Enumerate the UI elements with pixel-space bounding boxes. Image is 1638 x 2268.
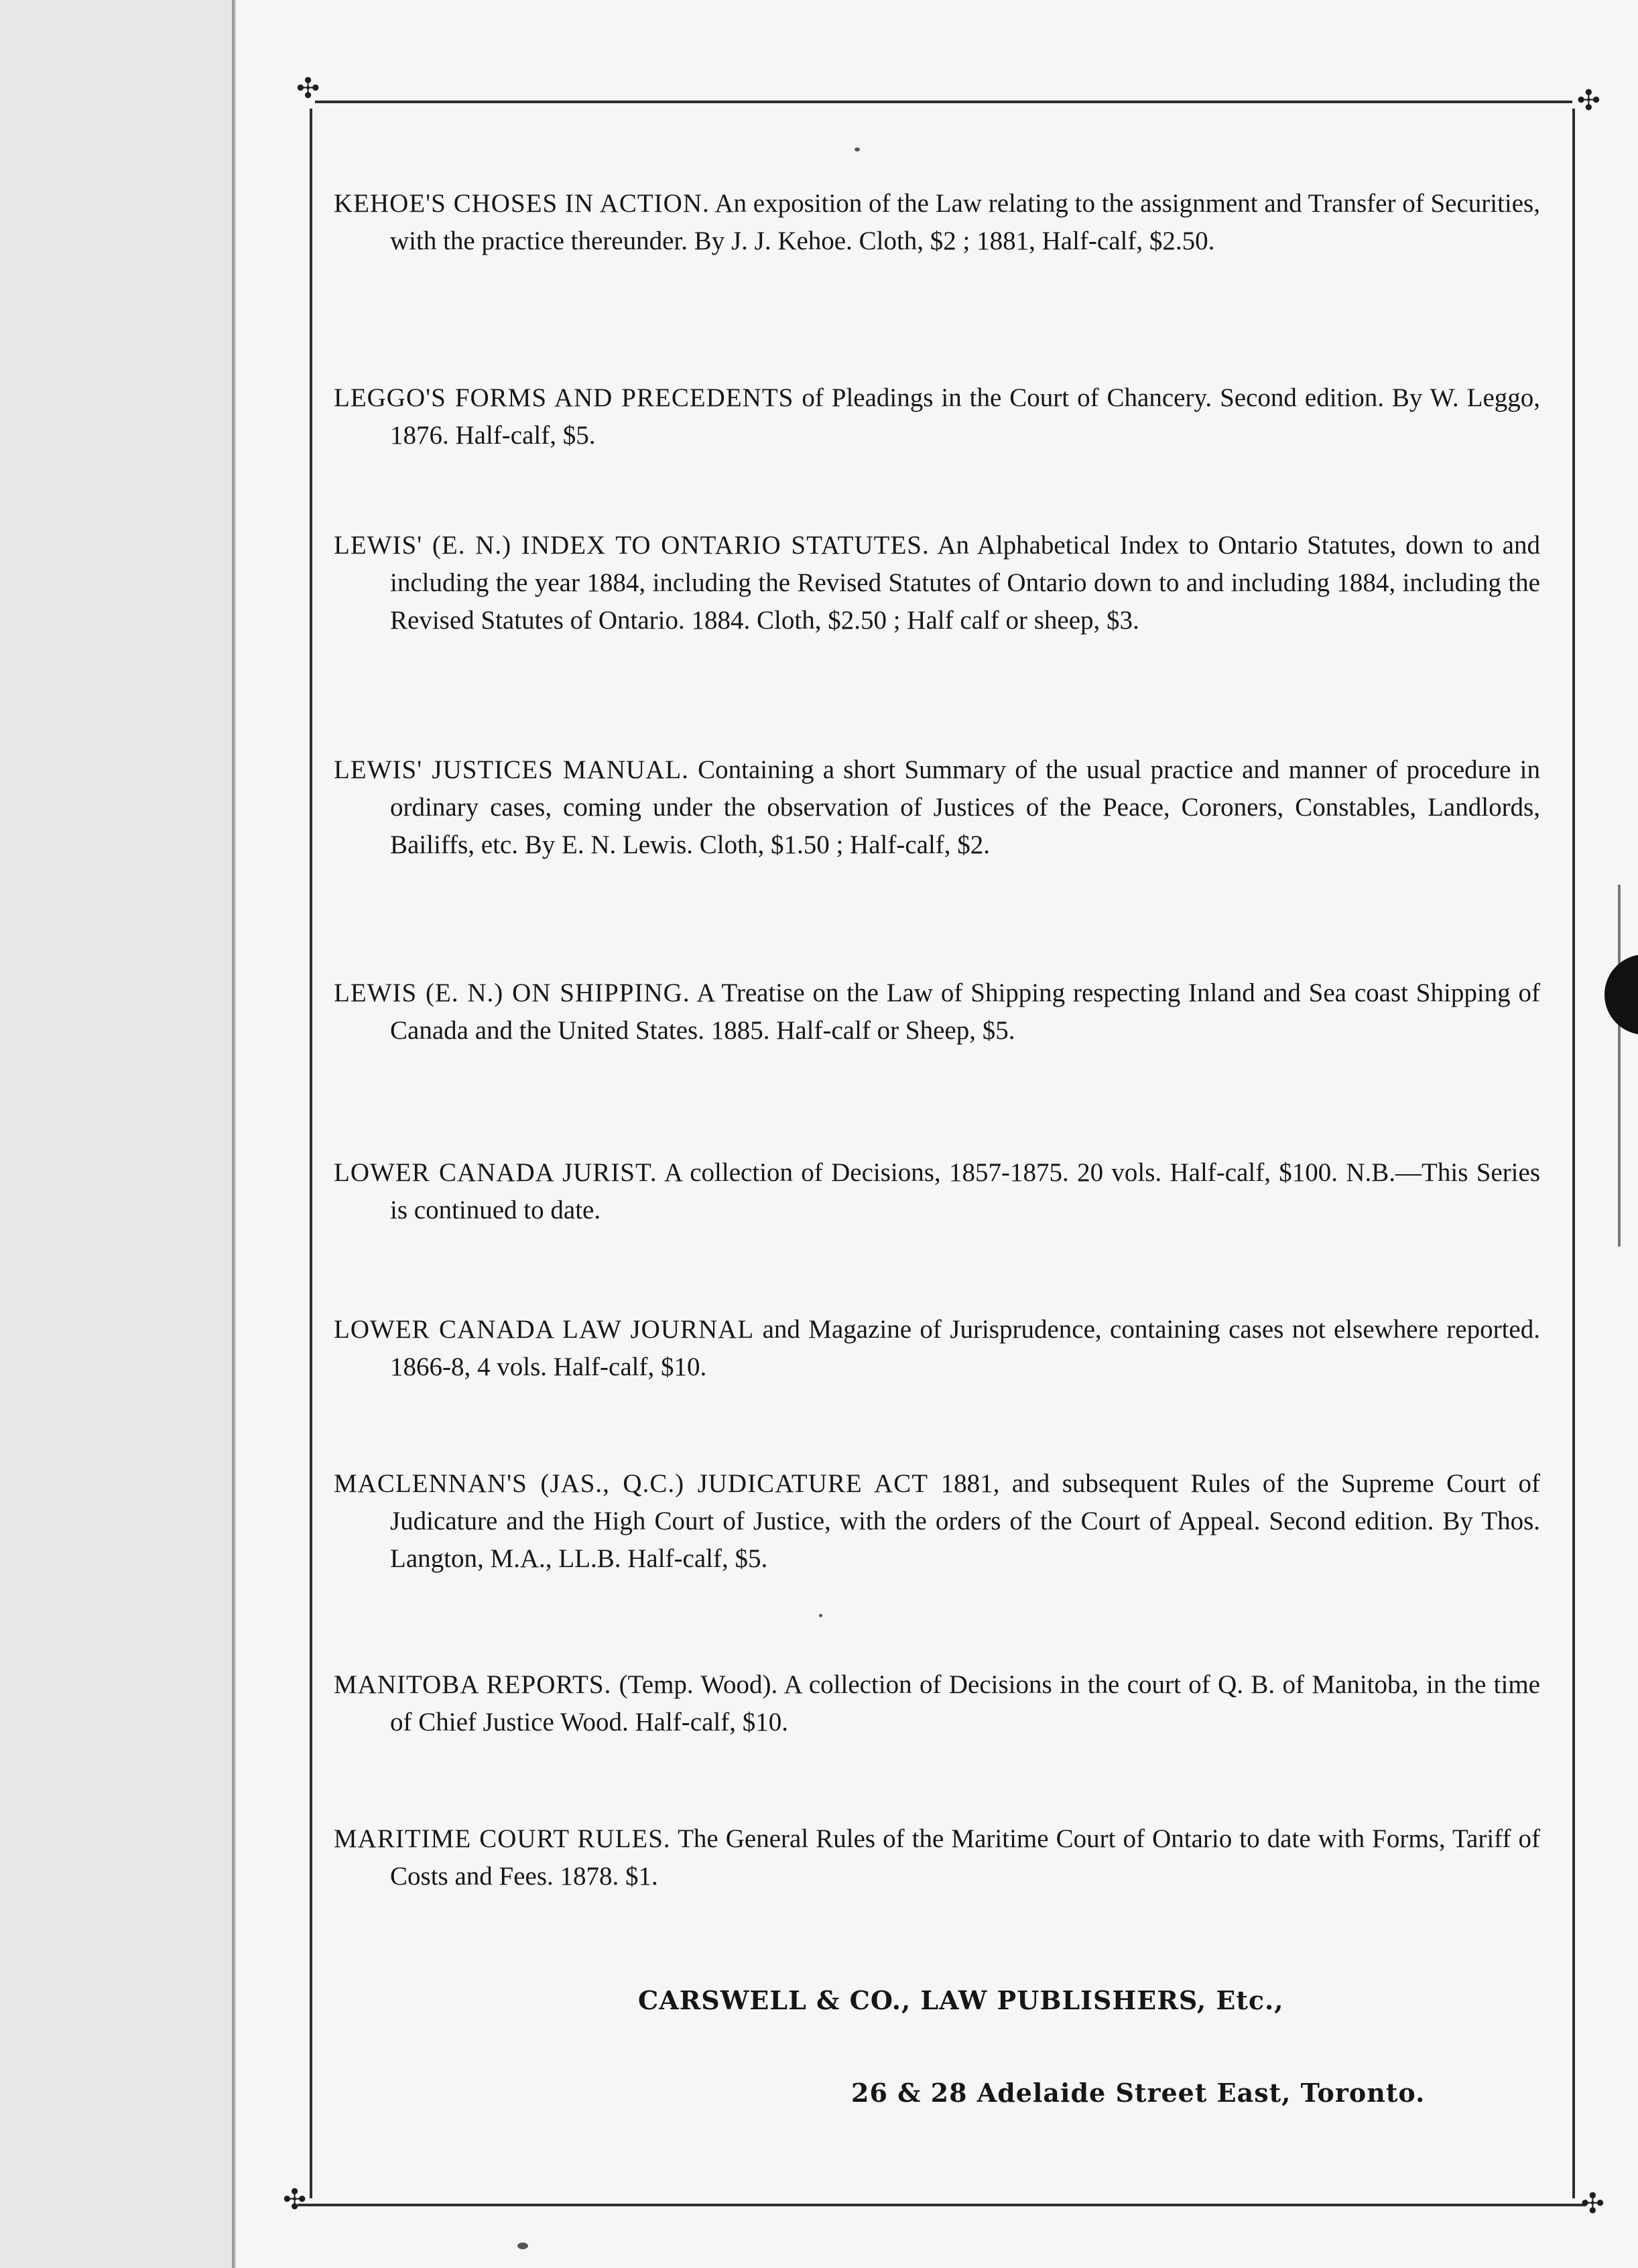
entry-body: A collection of Decisions, 1857-1875. 20 vols. Half-calf, $100. N.B.—This Series is continued to date.	[390, 1158, 1541, 1224]
entry-body: and Magazine of Jurisprudence, containing cases not elsewhere reported. 1866-8, 4 vols. Half-calf, $10.	[390, 1315, 1540, 1381]
entry-title: LOWER CANADA LAW JOURNAL	[334, 1315, 755, 1344]
entry-body: (Temp. Wood). A collection of Decisions in the court of Q. B. of Manitoba, in the time of Chief Justice Wood. Half-calf, $10.	[390, 1670, 1540, 1737]
entry-title: MACLENNAN'S (JAS., Q.C.) JUDICATURE ACT	[334, 1469, 929, 1498]
publisher-imprint: CARSWELL & CO., LAW PUBLISHERS, Etc.,	[638, 1985, 1284, 2015]
ink-speck	[855, 147, 860, 151]
facing-page-margin	[0, 0, 235, 2268]
catalogue-entry	[334, 1154, 1540, 1229]
entry-title: LEWIS' (E. N.) INDEX TO ONTARIO STATUTES.	[334, 531, 930, 560]
corner-ornament-icon: ✣	[1580, 2189, 1604, 2220]
entry-title: KEHOE'S CHOSES IN ACTION.	[334, 189, 710, 218]
publisher-address: 26 & 28 Adelaide Street East, Toronto.	[851, 2078, 1426, 2108]
ink-speck	[517, 2243, 528, 2249]
catalogue-entry	[334, 379, 1540, 454]
catalogue-entry	[334, 974, 1540, 1050]
entry-body: 1881, and subsequent Rules of the Supreme Court of Judicature and the High Court of Justice, with the orders of the Court of Appeal. Second edition. By Thos. Langton, M.A., LL.B. Half-calf, $5.	[390, 1469, 1541, 1573]
entry-title: LEWIS (E. N.) ON SHIPPING.	[334, 979, 690, 1007]
entry-body: An Alphabetical Index to Ontario Statutes, down to and including the year 1884, including the Revised Statutes of Ontario down to and including 1884, including the Revised Statutes of Ontario. 1884. Cloth, $2.50 ; Half calf or sheep, $3.	[390, 531, 1540, 635]
entry-body: of Pleadings in the Court of Chancery. Second edition. By W. Leggo, 1876. Half-calf, $5.	[390, 383, 1540, 450]
corner-ornament-icon: ✣	[1576, 86, 1600, 117]
border-rule-bottom	[298, 2204, 1586, 2206]
catalogue-entry	[334, 1311, 1540, 1386]
catalogue-entry	[334, 1666, 1540, 1741]
entry-body: A Treatise on the Law of Shipping respecting Inland and Sea coast Shipping of Canada and the United States. 1885. Half-calf or Sheep, $5.	[390, 979, 1540, 1045]
catalogue-entry	[334, 1820, 1540, 1895]
catalogue-entry	[334, 185, 1540, 260]
entry-title: LOWER CANADA JURIST.	[334, 1158, 657, 1187]
border-rule-left	[310, 109, 312, 2198]
entry-title: MANITOBA REPORTS.	[334, 1670, 612, 1699]
border-rule-top	[315, 101, 1572, 103]
entry-title: MARITIME COURT RULES.	[334, 1824, 671, 1853]
corner-ornament-icon: ✣	[296, 74, 320, 105]
catalogue-page	[236, 0, 1638, 2268]
entry-body: An exposition of the Law relating to the assignment and Transfer of Securities, with the practice thereunder. By J. J. Kehoe. Cloth, $2 ; 1881, Half-calf, $2.50.	[390, 189, 1540, 255]
ink-speck	[819, 1614, 822, 1617]
corner-ornament-icon: ✣	[283, 2185, 307, 2216]
entry-title: LEGGO'S FORMS AND PRECEDENTS	[334, 383, 794, 412]
catalogue-entry	[334, 751, 1540, 864]
entry-body: Containing a short Summary of the usual practice and manner of procedure in ordinary cases, coming under the observation of Justices of the Peace, Coroners, Constables, Landlords, Bailiffs, etc. By E. N. Lewis. Cloth, $1.50 ; Half-calf, $2.	[390, 755, 1541, 859]
border-rule-right	[1572, 109, 1575, 2198]
page-edge-shadow	[1618, 885, 1621, 1247]
catalogue-entry	[334, 1465, 1540, 1578]
entry-body: The General Rules of the Maritime Court of Ontario to date with Forms, Tariff of Costs and Fees. 1878. $1.	[390, 1824, 1541, 1891]
entry-title: LEWIS' JUSTICES MANUAL.	[334, 755, 689, 784]
catalogue-entry	[334, 527, 1540, 639]
page-edge-tab	[1604, 954, 1638, 1035]
